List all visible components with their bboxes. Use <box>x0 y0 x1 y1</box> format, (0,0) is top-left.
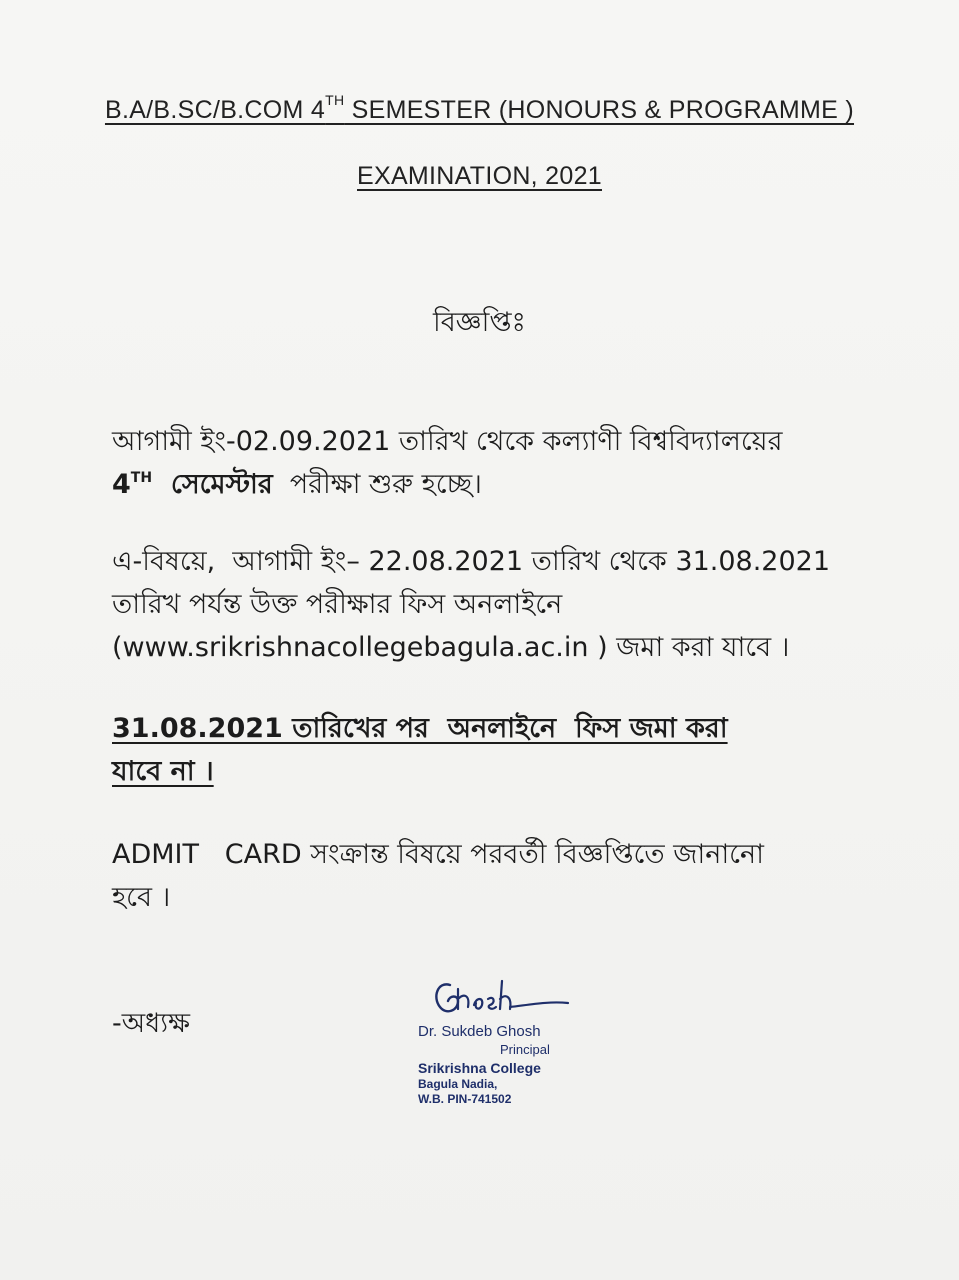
exam-start-rest: পরীক্ষা শুরু হচ্ছে। <box>272 469 482 500</box>
admit-card-line1: ADMIT CARD সংক্রান্ত বিষয়ে পরবর্তী বিজ্ঞপ্তিতে জানানো <box>112 839 764 870</box>
fee-window-line1: এ-বিষয়ে, আগামী ইং– 22.08.2021 তারিখ থেকে 31.08.2021 <box>112 546 830 577</box>
semester-sup: TH <box>130 470 153 486</box>
exam-title-line1 <box>0 92 959 125</box>
notice-heading: বিজ্ঞপ্তিঃ <box>433 307 526 338</box>
semester-number: 4 <box>112 469 131 500</box>
semester-label: সেমেস্টার <box>152 469 273 500</box>
handwritten-signature-icon <box>428 975 578 1023</box>
principal-stamp <box>418 975 618 1107</box>
admit-card-line2: হবে । <box>112 882 171 913</box>
exam-title-prefix: B.A/B.SC/B.COM 4 <box>104 96 326 124</box>
exam-year: EXAMINATION, 2021 <box>357 162 602 190</box>
paragraph-deadline-warning <box>112 707 902 793</box>
paragraph-admit-card <box>112 833 902 919</box>
exam-title-line2 <box>0 162 959 191</box>
signature-text: Ghosh <box>428 975 431 976</box>
fee-window-line2: তারিখ পর্যন্ত উক্ত পরীক্ষার ফিস অনলাইনে <box>112 589 563 620</box>
paragraph-exam-start <box>112 420 902 506</box>
paragraph-exam-start-line2 <box>112 463 902 506</box>
deadline-line2: যাবে না । <box>112 756 214 787</box>
principal-name: Dr. Sukdeb Ghosh <box>418 1023 541 1040</box>
fee-window-line3: (www.srikrishnacollegebagula.ac.in ) জমা করা যাবে । <box>112 632 790 663</box>
closing-designation: -অধ্যক্ষ <box>112 1008 190 1039</box>
college-address-line1: Bagula Nadia, <box>418 1077 498 1091</box>
principal-role: Principal <box>500 1042 550 1057</box>
exam-title-sup: TH <box>325 92 345 108</box>
college-name: Srikrishna College <box>418 1060 541 1076</box>
paragraph-exam-start-line1: আগামী ইং-02.09.2021 তারিখ থেকে কল্যাণী বিশ্ববিদ্যালয়ের <box>112 426 783 457</box>
deadline-line1: 31.08.2021 তারিখের পর অনলাইনে ফিস জমা করা <box>112 713 728 744</box>
exam-title-underlined <box>104 92 855 124</box>
exam-title-suffix: SEMESTER (HONOURS & PROGRAMME ) <box>344 96 855 124</box>
college-address-line2: W.B. PIN-741502 <box>418 1092 512 1106</box>
paragraph-fee-window <box>112 540 902 669</box>
